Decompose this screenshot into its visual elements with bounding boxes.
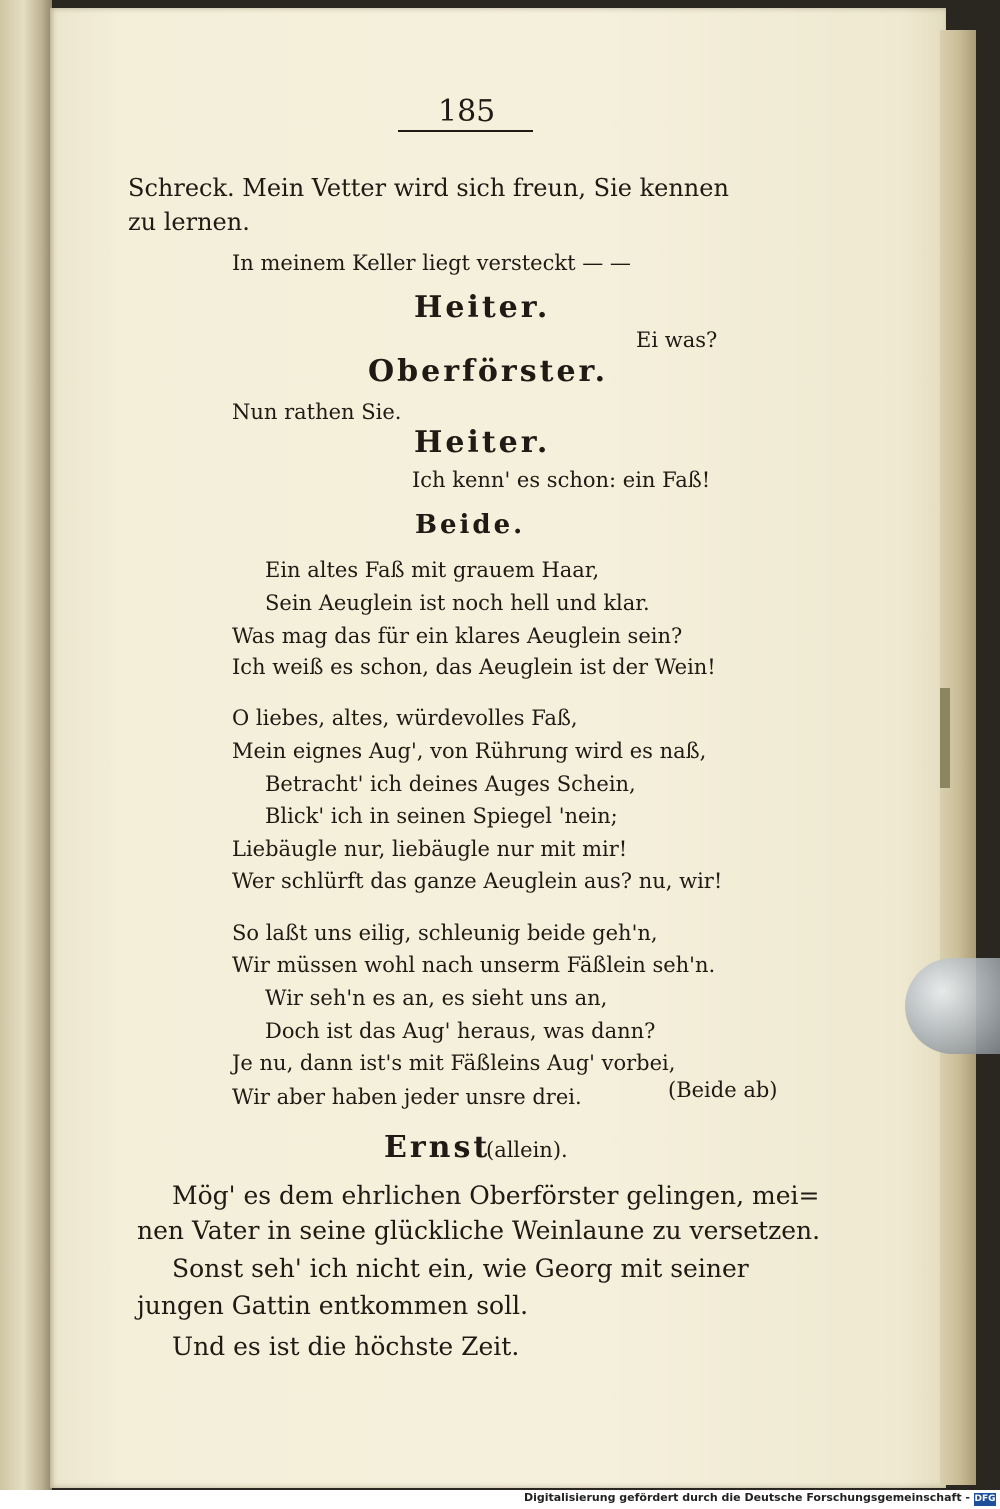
stage-direction: (allein).: [486, 1138, 568, 1162]
stage-direction: (Beide ab): [668, 1078, 778, 1102]
verse-line: Was mag das für ein klares Aeuglein sein?: [232, 624, 683, 648]
text-line: Sonst seh' ich nicht ein, wie Georg mit seiner: [172, 1254, 749, 1283]
verse-line: Wir seh'n es an, es sieht uns an,: [265, 986, 608, 1010]
text-line: Ich kenn' es schon: ein Faß!: [412, 468, 711, 492]
verse-line: So laßt uns eilig, schleunig beide geh'n,: [232, 921, 658, 945]
verse-line: Mein eignes Aug', von Rührung wird es naß,: [232, 739, 707, 763]
verse-line: O liebes, altes, würdevolles Faß,: [232, 706, 578, 730]
verse-line: Ein altes Faß mit grauem Haar,: [265, 558, 600, 582]
text-line: Schreck. Mein Vetter wird sich freun, Sie kennen: [128, 174, 729, 202]
speaker-heading: Heiter.: [414, 290, 551, 325]
verse-line: Betracht' ich deines Auges Schein,: [265, 772, 636, 796]
verse-line: Doch ist das Aug' heraus, was dann?: [265, 1019, 656, 1043]
page-number: 185: [438, 94, 496, 129]
verse-line: Wer schlürft das ganze Aeuglein aus? nu, wir!: [232, 869, 723, 893]
bookmark-strip: [940, 688, 950, 788]
verse-line: Sein Aeuglein ist noch hell und klar.: [265, 591, 650, 615]
verse-line: Blick' ich in seinen Spiegel 'nein;: [265, 804, 618, 828]
funding-notice: Digitalisierung gefördert durch die Deutsche Forschungsgemeinschaft -: [523, 1491, 970, 1504]
speaker-heading: Beide.: [415, 510, 526, 540]
previous-page-edge: [0, 0, 52, 1490]
text-line: Mög' es dem ehrlichen Oberförster gelingen, mei=: [172, 1181, 820, 1210]
text-line: Nun rathen Sie.: [232, 400, 402, 424]
text-line: Ei was?: [636, 328, 718, 352]
verse-line: Wir aber haben jeder unsre drei.: [232, 1085, 582, 1109]
text-line: nen Vater in seine glückliche Weinlaune zu versetzen.: [137, 1216, 821, 1245]
text-line: Und es ist die höchste Zeit.: [172, 1332, 520, 1361]
text-line: zu lernen.: [128, 208, 250, 236]
header-rule: [398, 130, 533, 132]
speaker-heading: Ernst: [384, 1130, 491, 1165]
speaker-heading: Heiter.: [414, 425, 551, 460]
verse-line: Je nu, dann ist's mit Fäßleins Aug' vorbei,: [232, 1051, 676, 1075]
text-line: jungen Gattin entkommen soll.: [137, 1291, 529, 1320]
verse-line: Ich weiß es schon, das Aeuglein ist der Wein!: [232, 655, 716, 679]
page-clip: [905, 958, 1000, 1054]
dfg-logo: DFG: [974, 1494, 996, 1504]
text-line: In meinem Keller liegt versteckt — —: [232, 251, 631, 275]
verse-line: Wir müssen wohl nach unserm Fäßlein seh'n.: [232, 953, 716, 977]
verse-line: Liebäugle nur, liebäugle nur mit mir!: [232, 837, 628, 861]
speaker-heading: Oberförster.: [368, 354, 609, 389]
